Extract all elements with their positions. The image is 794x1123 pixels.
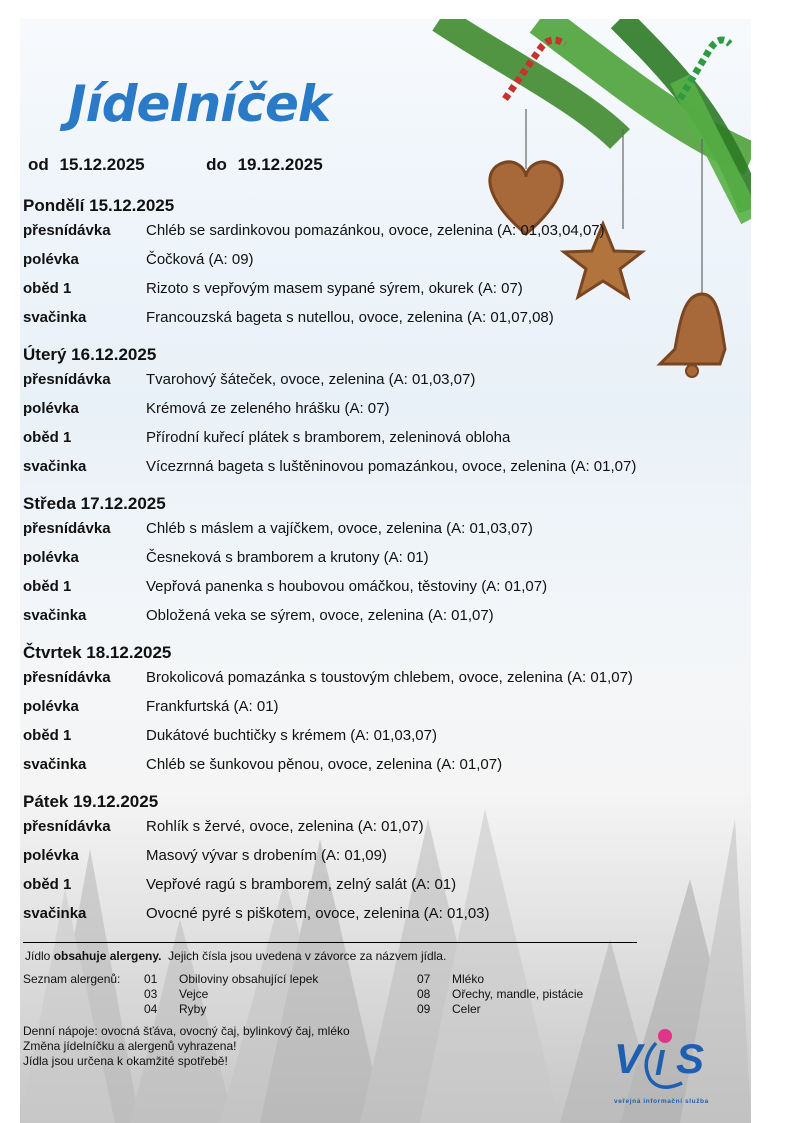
- meal-label: polévka: [23, 251, 79, 268]
- vis-logo: [612, 1021, 722, 1111]
- meal-label: přesnídávka: [23, 222, 111, 239]
- allergen-item: [417, 987, 583, 1002]
- meal-text: Krémová ze zeleného hrášku (A: 07): [146, 400, 390, 417]
- allergen-name: Ořechy, mandle, pistácie: [452, 987, 584, 1001]
- meal-text: Česneková s bramborem a krutony (A: 01): [146, 549, 429, 566]
- meal-row: [23, 903, 723, 932]
- meal-text: Chléb s máslem a vajíčkem, ovoce, zelenina (A: 01,03,07): [146, 520, 533, 537]
- meal-text: Brokolicová pomazánka s toustovým chlebem, ovoce, zelenina (A: 01,07): [146, 669, 633, 686]
- allergen-number: 04: [144, 1002, 158, 1016]
- day-section-thursday: [23, 641, 723, 783]
- meal-label: polévka: [23, 549, 79, 566]
- menu-page: [20, 19, 751, 1123]
- day-title: Pátek 19.12.2025: [23, 792, 159, 811]
- meal-row: [23, 816, 723, 845]
- allergen-note-bold: obsahuje alergeny.: [53, 949, 162, 963]
- meal-row: [23, 547, 723, 576]
- allergen-number: 09: [417, 1002, 431, 1016]
- meal-text: Čočková (A: 09): [146, 251, 254, 268]
- meal-text: Masový vývar s drobením (A: 01,09): [146, 847, 387, 864]
- change-notice: Změna jídelníčku a alergenů vyhrazena!: [23, 1039, 237, 1053]
- day-section-monday: [23, 194, 723, 336]
- pine-branches: [440, 19, 751, 219]
- meal-text: Přírodní kuřecí plátek s bramborem, zeleninová obloha: [146, 429, 511, 446]
- day-title: Pondělí 15.12.2025: [23, 196, 175, 215]
- allergen-number: 07: [417, 972, 431, 986]
- meal-label: oběd 1: [23, 578, 72, 595]
- meal-row: [23, 307, 723, 336]
- meal-label: svačinka: [23, 458, 87, 475]
- meal-label: přesnídávka: [23, 520, 111, 537]
- meal-text: Rohlík s žervé, ovoce, zelenina (A: 01,07): [146, 818, 424, 835]
- logo-letter-v: V: [614, 1035, 643, 1082]
- allergen-note-suffix: Jejich čísla jsou uvedena v závorce za názvem jídla.: [161, 949, 447, 963]
- daily-drinks: Denní nápoje: ovocná šťáva, ovocný čaj, bylinkový čaj, mléko: [23, 1024, 350, 1038]
- meal-label: přesnídávka: [23, 371, 111, 388]
- meal-row: [23, 278, 723, 307]
- allergen-number: 01: [144, 972, 158, 986]
- meal-row: [23, 456, 723, 485]
- meal-row: [23, 576, 723, 605]
- allergen-item: [144, 987, 318, 1002]
- meal-text: Chléb se sardinkovou pomazánkou, ovoce, zelenina (A: 01,03,04,07): [146, 222, 605, 239]
- allergen-column-right: [417, 972, 583, 1017]
- meal-row: [23, 398, 723, 427]
- meal-row: [23, 754, 723, 783]
- meal-text: Dukátové buchtičky s krémem (A: 01,03,07): [146, 727, 437, 744]
- meal-label: svačinka: [23, 607, 87, 624]
- meal-row: [23, 696, 723, 725]
- allergen-name: Mléko: [452, 972, 485, 986]
- allergen-number: 08: [417, 987, 431, 1001]
- allergen-item: [144, 972, 318, 987]
- logo-dot-icon: [658, 1029, 672, 1043]
- date-range: [28, 155, 329, 175]
- meal-label: polévka: [23, 400, 79, 417]
- logo-letter-i: l: [655, 1045, 665, 1083]
- meal-text: Frankfurtská (A: 01): [146, 698, 279, 715]
- meal-text: Ovocné pyré s piškotem, ovoce, zelenina (A: 01,03): [146, 905, 490, 922]
- section-divider: [23, 942, 637, 943]
- meal-row: [23, 249, 723, 278]
- to-label: do: [206, 155, 227, 174]
- allergen-name: Ryby: [179, 1002, 207, 1016]
- meal-label: oběd 1: [23, 876, 72, 893]
- meal-label: svačinka: [23, 756, 87, 773]
- meal-text: Vepřové ragú s bramborem, zelný salát (A: 01): [146, 876, 457, 893]
- meal-text: Rizoto s vepřovým masem sypané sýrem, okurek (A: 07): [146, 280, 523, 297]
- meal-row: [23, 667, 723, 696]
- allergen-name: Vejce: [179, 987, 209, 1001]
- allergen-name: Celer: [452, 1002, 481, 1016]
- meal-row: [23, 725, 723, 754]
- meal-label: polévka: [23, 847, 79, 864]
- meal-text: Vepřová panenka s houbovou omáčkou, těstoviny (A: 01,07): [146, 578, 548, 595]
- meal-row: [23, 369, 723, 398]
- meal-text: Chléb se šunkovou pěnou, ovoce, zelenina (A: 01,07): [146, 756, 503, 773]
- allergen-note-prefix: Jídlo: [25, 949, 54, 963]
- allergen-item: [144, 1002, 318, 1017]
- allergen-list-label: Seznam alergenů:: [23, 972, 121, 986]
- weekly-menu: [23, 194, 723, 939]
- meal-row: [23, 220, 723, 249]
- allergen-number: 03: [144, 987, 158, 1001]
- meal-label: oběd 1: [23, 429, 72, 446]
- meal-text: Tvarohový šáteček, ovoce, zelenina (A: 01,03,07): [146, 371, 476, 388]
- consumption-notice: Jídla jsou určena k okamžité spotřebě!: [23, 1054, 228, 1068]
- from-date: 15.12.2025: [59, 155, 145, 174]
- meal-label: polévka: [23, 698, 79, 715]
- page-title: Jídelníček: [68, 75, 331, 133]
- meal-label: oběd 1: [23, 727, 72, 744]
- meal-label: přesnídávka: [23, 818, 111, 835]
- day-section-wednesday: [23, 492, 723, 634]
- meal-row: [23, 427, 723, 456]
- meal-label: svačinka: [23, 309, 87, 326]
- logo-tagline: veřejná informační služba: [614, 1098, 709, 1105]
- candy-cane-green: [680, 40, 730, 99]
- day-section-friday: [23, 790, 723, 932]
- meal-text: Francouzská bageta s nutellou, ovoce, zelenina (A: 01,07,08): [146, 309, 554, 326]
- allergen-note: [25, 949, 446, 963]
- day-title: Středa 17.12.2025: [23, 494, 166, 513]
- meal-label: přesnídávka: [23, 669, 111, 686]
- logo-letter-s: S: [676, 1035, 705, 1082]
- meal-row: [23, 874, 723, 903]
- meal-label: oběd 1: [23, 280, 72, 297]
- meal-row: [23, 845, 723, 874]
- meal-label: svačinka: [23, 905, 87, 922]
- day-title: Úterý 16.12.2025: [23, 345, 157, 364]
- footer-notes: [23, 1024, 350, 1069]
- meal-row: [23, 518, 723, 547]
- allergen-column-left: [144, 972, 318, 1017]
- day-section-tuesday: [23, 343, 723, 485]
- to-date: 19.12.2025: [237, 155, 323, 174]
- allergen-item: [417, 1002, 583, 1017]
- meal-text: Vícezrnná bageta s luštěninovou pomazánkou, ovoce, zelenina (A: 01,07): [146, 458, 637, 475]
- allergen-item: [417, 972, 583, 987]
- from-label: od: [28, 155, 49, 174]
- meal-row: [23, 605, 723, 634]
- allergen-name: Obiloviny obsahující lepek: [179, 972, 319, 986]
- meal-text: Obložená veka se sýrem, ovoce, zelenina (A: 01,07): [146, 607, 494, 624]
- day-title: Čtvrtek 18.12.2025: [23, 643, 172, 662]
